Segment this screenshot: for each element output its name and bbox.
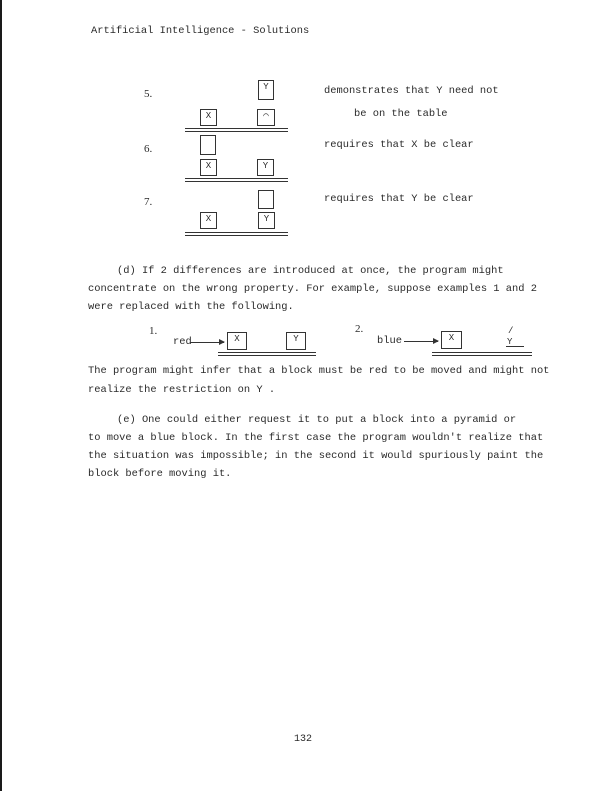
- block-y-outline: [506, 346, 524, 347]
- item-5-text: demonstrates that Y need not: [324, 85, 499, 97]
- scan-edge: [0, 0, 2, 791]
- block-empty: ⌒: [257, 109, 275, 126]
- table-line: [185, 128, 288, 129]
- block-empty: [258, 190, 274, 209]
- item-7-number: 7.: [144, 196, 153, 208]
- block-y-label: Y: [507, 337, 513, 347]
- block-x: X: [200, 212, 217, 229]
- block-x: X: [227, 332, 247, 350]
- block-x: X: [200, 159, 217, 176]
- para-e-line-2: to move a blue block. In the first case the program wouldn't realize that: [88, 432, 544, 444]
- table-line: [432, 352, 532, 353]
- para-e-line-3: the situation was impossible; in the second it would spuriously paint the: [88, 450, 544, 462]
- table-line: [218, 352, 316, 353]
- block-y: Y: [258, 212, 275, 229]
- para-line-1: The program might infer that a block must be red to be moved and might not: [88, 365, 550, 377]
- arrow-icon: [404, 341, 438, 342]
- table-line: [185, 178, 288, 179]
- arrow-icon: [190, 342, 224, 343]
- example-2-label: blue: [377, 335, 402, 347]
- para-d-line-2: concentrate on the wrong property. For example, suppose examples 1 and 2: [88, 283, 537, 295]
- page-header: Artificial Intelligence - Solutions: [91, 25, 310, 37]
- para-e-line-4: block before moving it.: [88, 468, 232, 480]
- table-line: [185, 235, 288, 236]
- block-x: X: [441, 331, 462, 349]
- para-e-line-1: (e) One could either request it to put a block into a pyramid or: [117, 414, 517, 426]
- table-line: [185, 181, 288, 182]
- para-d-line-3: were replaced with the following.: [88, 301, 294, 313]
- example-1-label: red: [173, 336, 192, 348]
- slash-mark: /: [508, 326, 514, 336]
- table-line: [432, 355, 532, 356]
- block-y: Y: [286, 332, 306, 350]
- item-7-text: requires that Y be clear: [324, 193, 474, 205]
- item-6-text: requires that X be clear: [324, 139, 474, 151]
- para-d-line-1: (d) If 2 differences are introduced at once, the program might: [117, 265, 504, 277]
- block-y: Y: [257, 159, 274, 176]
- table-line: [218, 355, 316, 356]
- table-line: [185, 131, 288, 132]
- para-line-2: realize the restriction on Y .: [88, 384, 276, 396]
- table-line: [185, 232, 288, 233]
- block-x: X: [200, 109, 217, 126]
- page-number: 132: [294, 734, 313, 745]
- block-y: Y: [258, 80, 274, 100]
- block-empty: [200, 135, 216, 155]
- example-1-number: 1.: [149, 325, 158, 337]
- example-2-number: 2.: [355, 323, 364, 335]
- item-5-text-cont: be on the table: [354, 108, 448, 120]
- item-6-number: 6.: [144, 143, 153, 155]
- item-5-number: 5.: [144, 88, 153, 100]
